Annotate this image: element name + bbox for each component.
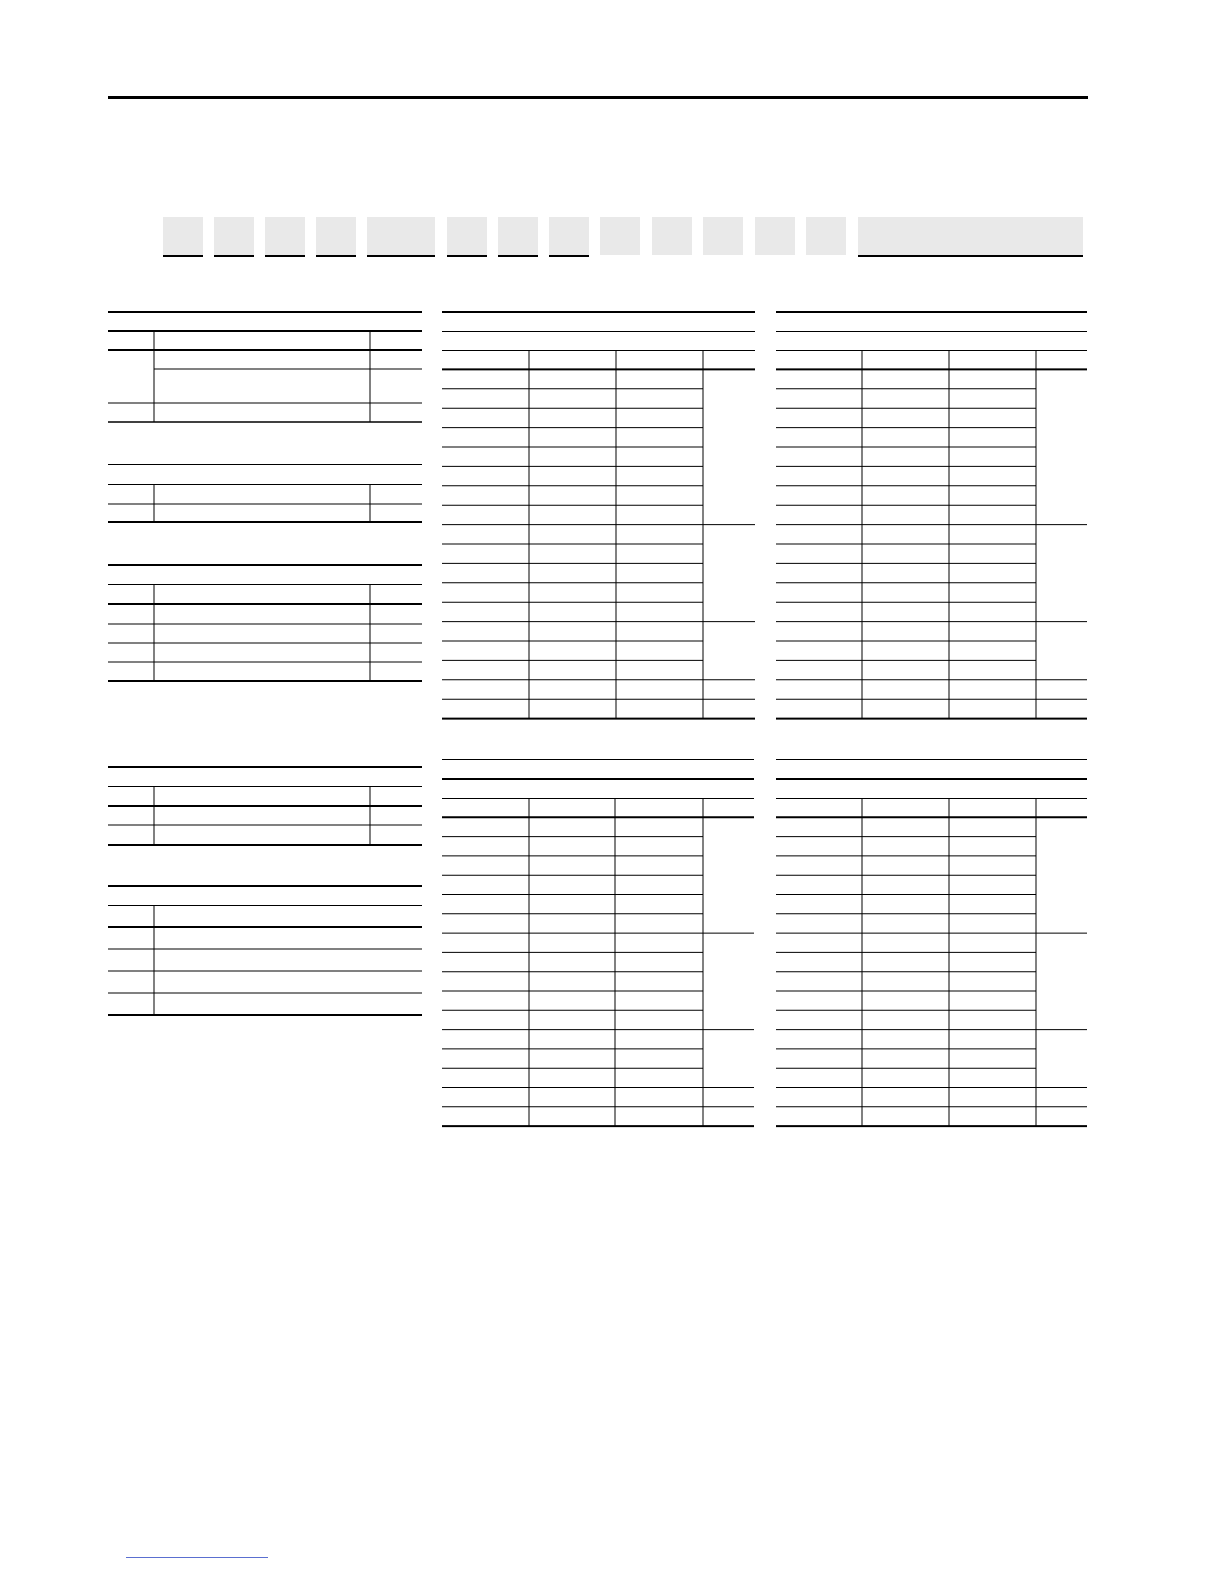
grid-table-subtitle	[442, 780, 754, 798]
table-b-title	[108, 465, 422, 484]
left-table-c	[108, 564, 422, 684]
grid-table-lines	[776, 798, 1087, 1128]
left-table-d	[108, 766, 422, 848]
code-box-13	[806, 217, 846, 255]
code-box-2	[214, 217, 254, 257]
grid-table-subtitle	[442, 332, 755, 350]
grid-table-lines	[442, 798, 754, 1128]
grid-table-subtitle	[776, 780, 1087, 798]
footer-link-underline[interactable]	[126, 1557, 268, 1558]
table-c-title	[108, 566, 422, 584]
code-box-6	[447, 217, 487, 257]
table-c-grid	[108, 584, 422, 684]
left-table-a	[108, 311, 422, 425]
code-box-1	[163, 217, 203, 257]
header-rule	[108, 96, 1088, 99]
code-box-5	[367, 217, 435, 257]
code-box-3	[265, 217, 305, 257]
table-e-grid	[108, 905, 422, 1019]
grid-table-lines	[442, 350, 755, 721]
table-d-grid	[108, 786, 422, 848]
table-a-grid	[108, 331, 422, 425]
grid-table-bottom-middle	[442, 759, 754, 1128]
code-box-14	[858, 217, 1083, 257]
table-d-title	[108, 768, 422, 786]
grid-table-title	[442, 760, 754, 778]
grid-table-title	[776, 313, 1087, 331]
grid-table-title	[442, 313, 755, 331]
code-box-7	[498, 217, 538, 257]
code-box-9	[600, 217, 640, 255]
table-a-title	[108, 313, 422, 330]
grid-table-top-right	[776, 311, 1087, 721]
table-b-grid	[108, 484, 422, 524]
grid-table-top-middle	[442, 311, 755, 721]
left-table-b	[108, 464, 422, 524]
code-box-11	[703, 217, 743, 255]
grid-table-lines	[776, 350, 1087, 721]
grid-table-bottom-right	[776, 759, 1087, 1128]
code-box-12	[755, 217, 795, 255]
code-row	[163, 217, 1085, 257]
code-box-10	[652, 217, 692, 255]
grid-table-subtitle	[776, 332, 1087, 350]
table-e-title	[108, 887, 422, 905]
left-table-e	[108, 885, 422, 1019]
code-box-4	[316, 217, 356, 257]
grid-table-title	[776, 760, 1087, 778]
code-box-8	[549, 217, 589, 257]
